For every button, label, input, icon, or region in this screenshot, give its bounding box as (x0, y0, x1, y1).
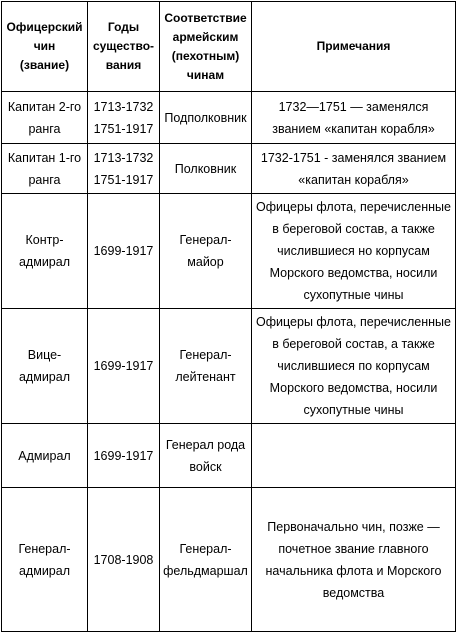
table-row (2, 144, 456, 194)
army-cell: Генерал- фельдмаршал (160, 488, 252, 632)
header-notes: Примечания (252, 2, 456, 92)
header-years: Годы существо- вания (88, 2, 160, 92)
notes-cell: Офицеры флота, перечисленные в береговой состав, а также числившиеся но корпусам Морского ведомства, носили сухопутные чины (252, 194, 456, 309)
table-row (2, 424, 456, 488)
ranks-table (1, 1, 456, 632)
notes-cell: Офицеры флота, перечисленные в береговой состав, а также числившиеся по корпусам Морского ведомства, носили сухопутные чины (252, 309, 456, 424)
rank-cell: Генерал- адмирал (2, 488, 88, 632)
rank-cell: Капитан 1-го ранга (2, 144, 88, 194)
years-cell: 1713-1732 1751-1917 (88, 144, 160, 194)
years-cell: 1699-1917 (88, 309, 160, 424)
table-row (2, 194, 456, 309)
table-row (2, 92, 456, 144)
table-row (2, 488, 456, 632)
header-army: Соответствие армейским (пехотным) чинам (160, 2, 252, 92)
army-cell: Полковник (160, 144, 252, 194)
header-row (2, 2, 456, 92)
years-cell: 1708-1908 (88, 488, 160, 632)
army-cell: Генерал- майор (160, 194, 252, 309)
army-cell: Генерал рода войск (160, 424, 252, 488)
rank-cell: Контр- адмирал (2, 194, 88, 309)
rank-cell: Вице- адмирал (2, 309, 88, 424)
notes-cell: 1732—1751 — заменялся званием «капитан корабля» (252, 92, 456, 144)
years-cell: 1699-1917 (88, 424, 160, 488)
army-cell: Подполковник (160, 92, 252, 144)
notes-cell (252, 424, 456, 488)
years-cell: 1699-1917 (88, 194, 160, 309)
header-rank: Офицерский чин (звание) (2, 2, 88, 92)
years-cell: 1713-1732 1751-1917 (88, 92, 160, 144)
rank-cell: Капитан 2-го ранга (2, 92, 88, 144)
army-cell: Генерал- лейтенант (160, 309, 252, 424)
table-row (2, 309, 456, 424)
rank-cell: Адмирал (2, 424, 88, 488)
notes-cell: 1732-1751 - заменялся званием «капитан корабля» (252, 144, 456, 194)
notes-cell: Первоначально чин, позже — почетное звание главного начальника флота и Морского ведомства (252, 488, 456, 632)
